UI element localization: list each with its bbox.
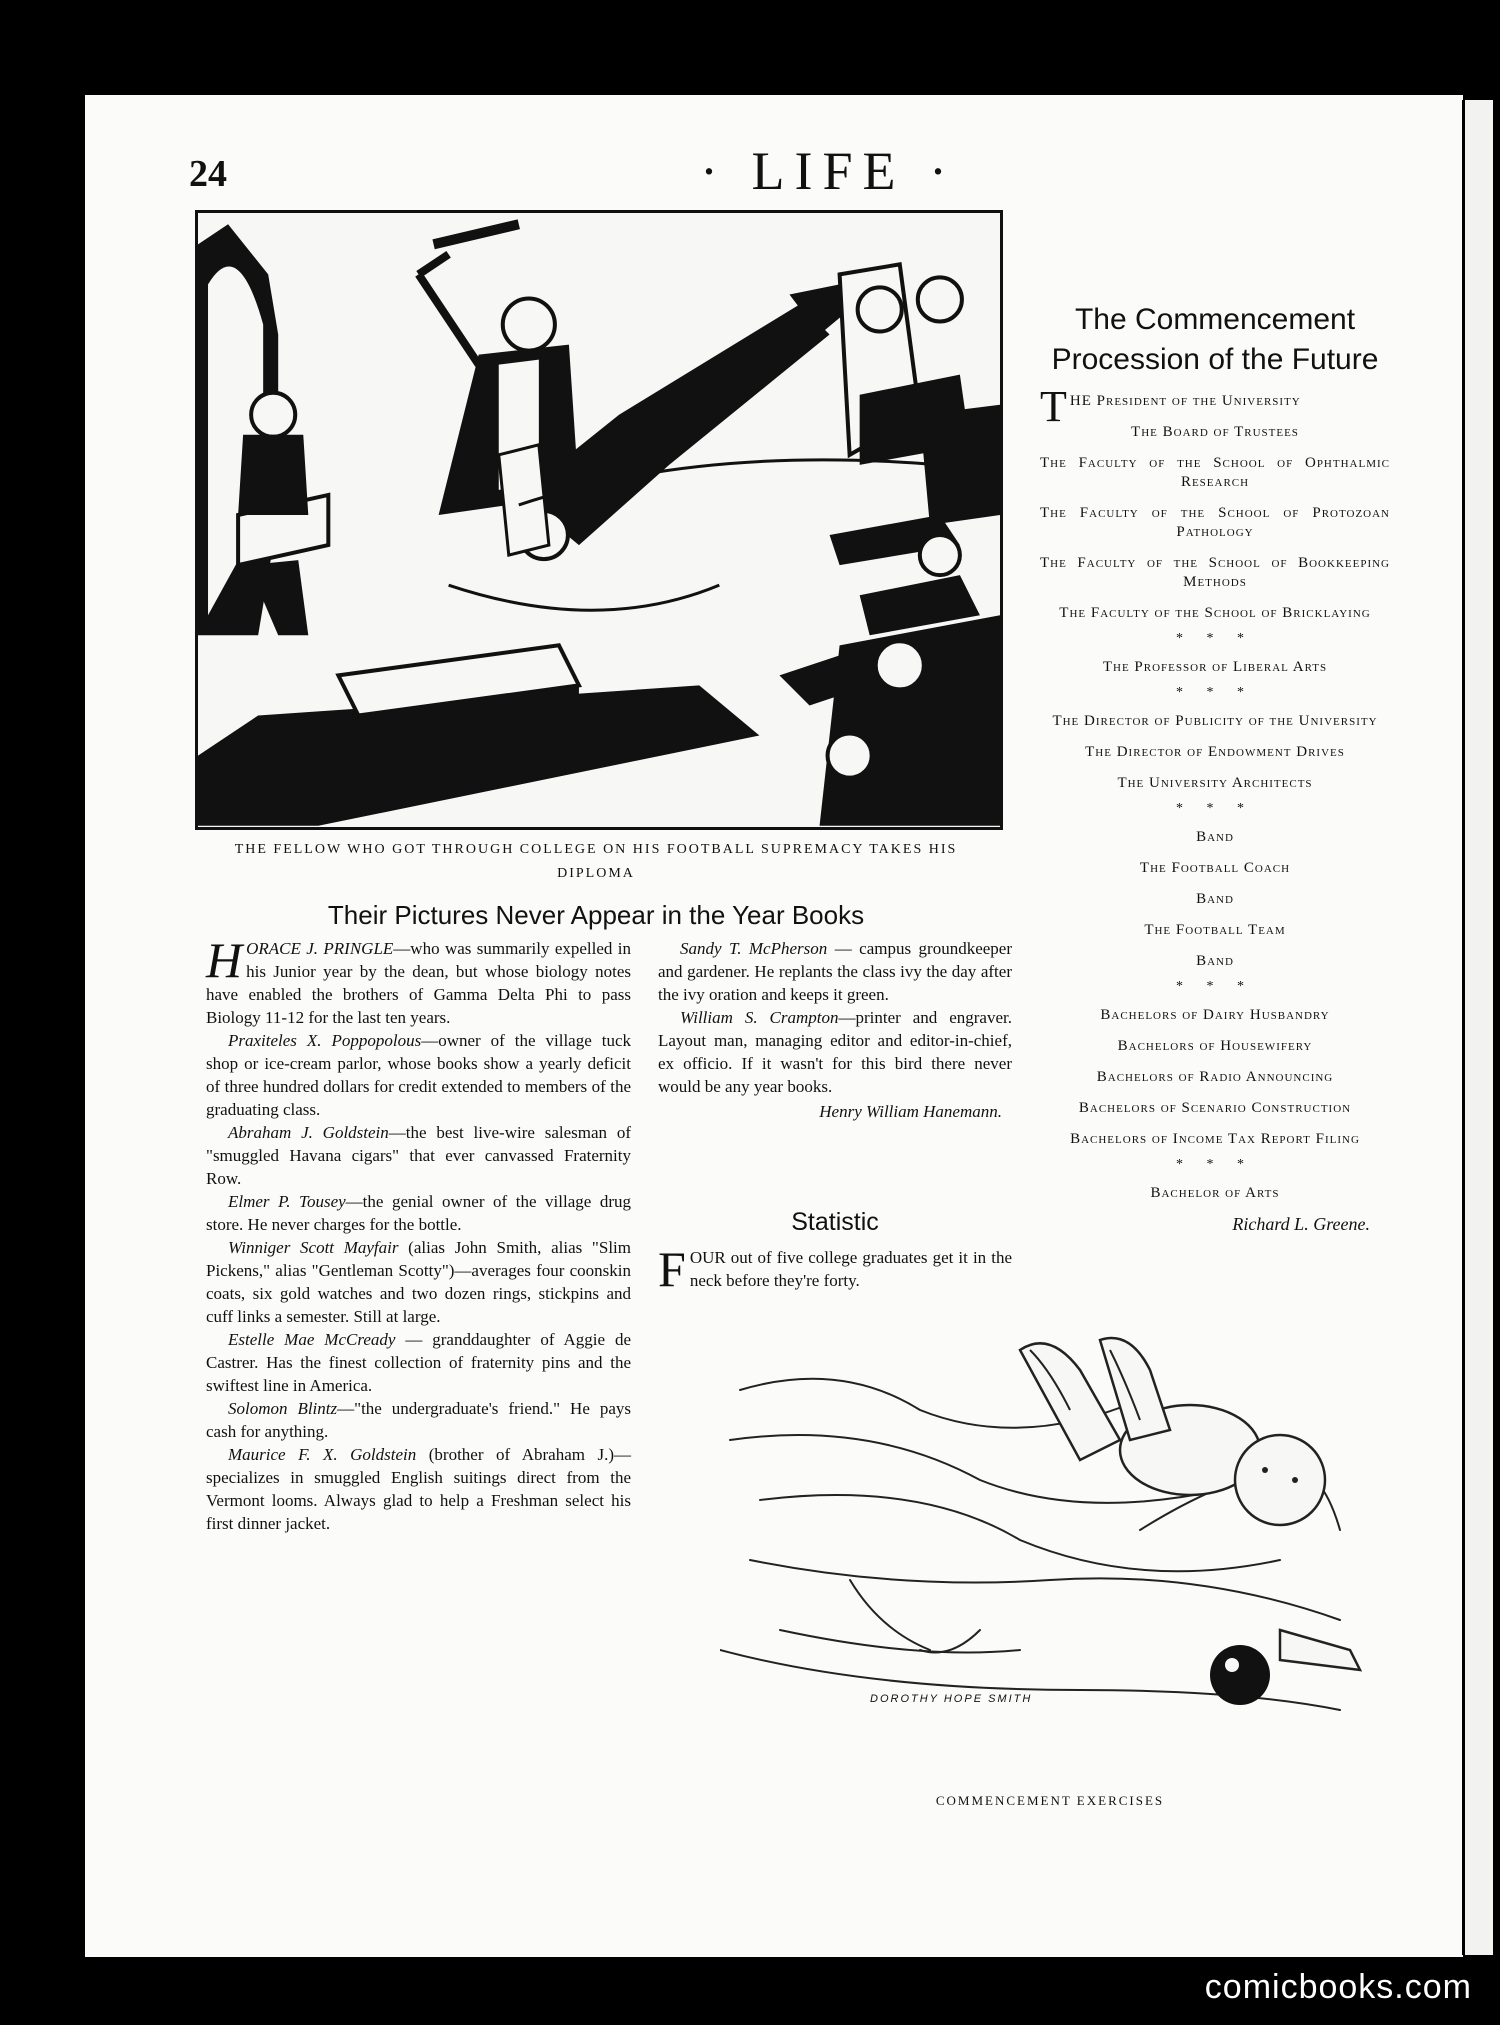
sketch-illustration-icon — [720, 1330, 1380, 1790]
entry-name: Estelle Mae McCready — [228, 1330, 396, 1349]
procession-item: The Football Coach — [1139, 860, 1291, 876]
procession-item: The Faculty of the School of Protozoan Pathology — [1040, 505, 1390, 540]
procession-item: The University Architects — [1117, 775, 1313, 791]
facing-page-edge — [1462, 100, 1493, 1955]
procession-item: The Faculty of the School of Ophthalmic Research — [1040, 455, 1390, 490]
article-entry — [206, 1397, 631, 1443]
procession-item: The Faculty of the School of Bookkeeping Methods — [1040, 555, 1390, 590]
procession-item: Bachelors of Housewifery — [1117, 1038, 1313, 1054]
statistic-body — [658, 1241, 1012, 1297]
procession-item: Bachelors of Scenario Construction — [1078, 1100, 1352, 1116]
entry-text: —the genial owner of the village drug store. He never charges for the bottle. — [206, 1192, 631, 1234]
procession-item: The Professor of Liberal Arts — [1102, 659, 1328, 675]
procession-item: The Board of Trustees — [1131, 424, 1299, 440]
entry-text: —the best live-wire salesman of "smuggled Havana cigars" that ever canvassed Fraternity Row. — [206, 1123, 631, 1188]
entry-name: William S. Crampton — [680, 1008, 839, 1027]
separator-dots: * * * — [1176, 801, 1254, 816]
entry-name: Sandy T. McPherson — [680, 939, 828, 958]
procession-item: Bachelors of Radio Announcing — [1096, 1069, 1334, 1085]
procession-item: The Faculty of the School of Bricklaying — [1059, 605, 1371, 621]
article-column-left — [206, 932, 631, 1535]
entry-name: Maurice F. X. Goldstein — [228, 1445, 417, 1464]
entry-name: ORACE J. PRINGLE — [246, 939, 394, 958]
entry-text: —"the undergraduate's friend." He pays cash for anything. — [206, 1399, 631, 1441]
procession-item: Bachelors of Income Tax Report Filing — [1070, 1131, 1360, 1147]
article-column-right — [658, 937, 1012, 1123]
bottom-illustration-caption: COMMENCEMENT EXERCISES — [935, 1793, 1165, 1808]
entry-name: Abraham J. Goldstein — [228, 1123, 389, 1142]
article-entry — [206, 932, 631, 1029]
procession-item: The Football Team — [1144, 922, 1286, 938]
separator-dots: * * * — [1176, 631, 1254, 646]
article-entry — [206, 1236, 631, 1328]
procession-title: The Commencement Procession of the Future — [1051, 303, 1379, 376]
procession-item: The Director of Endowment Drives — [1085, 744, 1345, 760]
article-signature: Henry William Hanemann. — [819, 1102, 1002, 1121]
article-entry — [206, 1190, 631, 1236]
entry-text: — granddaughter of Aggie de Castrer. Has the finest collection of fraternity pins and the swiftest line in America. — [206, 1330, 631, 1395]
separator-dots: * * * — [1176, 1157, 1254, 1172]
watermark: comicbooks.com — [1204, 1968, 1472, 2006]
statistic-text: OUR out of five college graduates get it in the neck before they're forty. — [689, 1248, 1012, 1290]
procession-list — [1040, 382, 1390, 1234]
top-illustration-caption: THE FELLOW WHO GOT THROUGH COLLEGE ON HIS FOOTBALL SUPREMACY TAKES HIS DIPLOMA — [234, 842, 958, 881]
separator-dots: * * * — [1176, 979, 1254, 994]
procession-item: Band — [1196, 953, 1234, 969]
separator-dots: * * * — [1176, 685, 1254, 700]
entry-text: —owner of the village tuck shop or ice-cream parlor, whose books show a yearly deficit of three hundred dollars for credit extended to members of the graduating class. — [206, 1031, 631, 1119]
article-entry — [206, 1029, 631, 1121]
drop-cap: T — [1040, 382, 1068, 431]
statistic-title: Statistic — [791, 1208, 879, 1236]
procession-item: THE President of the University — [1040, 382, 1301, 431]
artist-signature: DOROTHY HOPE SMITH — [870, 1693, 1033, 1705]
article-entry — [206, 1328, 631, 1397]
article-entry — [658, 1006, 1012, 1098]
entry-name: Solomon Blintz — [228, 1399, 338, 1418]
entry-name: Winniger Scott Mayfair — [228, 1238, 399, 1257]
drop-cap: H — [206, 932, 243, 988]
entry-text: —who was summarily expelled in his Junior year by the dean, but whose biology notes have enabled the brothers of Gamma Delta Phi to pass Biology 11-12 for the last ten years. — [206, 939, 631, 1027]
procession-item: Bachelors of Dairy Husbandry — [1100, 1007, 1330, 1023]
article-entry — [206, 1443, 631, 1535]
masthead: · LIFE · — [700, 141, 957, 201]
procession-item: The Director of Publicity of the University — [1052, 713, 1378, 729]
entry-text: (brother of Abraham J.)—specializes in smuggled English suitings direct from the Vermont looms. Always glad to help a Freshman select his first dinner jacket. — [206, 1445, 631, 1533]
entry-text: — campus groundkeeper and gardener. He replants the class ivy the day after the ivy oration and keeps it green. — [658, 939, 1013, 1004]
entry-text: (alias John Smith, alias "Slim Pickens," alias "Gentleman Scotty")—averages four coonskin coats, six gold watches and two dozen rings, stickpins and cuff links a semester. Still at large. — [206, 1238, 631, 1326]
procession-item: Band — [1196, 891, 1234, 907]
entry-name: Elmer P. Tousey — [228, 1192, 346, 1211]
procession-item: Band — [1196, 829, 1234, 845]
cartoon-illustration-icon — [195, 210, 1003, 830]
procession-signature: Richard L. Greene. — [1232, 1214, 1370, 1234]
article-entry — [206, 1121, 631, 1190]
entry-name: Praxiteles X. Poppopolous — [228, 1031, 422, 1050]
procession-item: Bachelor of Arts — [1150, 1185, 1280, 1201]
article-entry — [658, 937, 1012, 1006]
drop-cap: F — [658, 1241, 686, 1297]
article-title: Their Pictures Never Appear in the Year Books — [327, 900, 865, 930]
entry-text: —printer and engraver. Layout man, managing editor and editor-in-chief, ex officio. If it wasn't for this bird there never would be any year books. — [658, 1008, 1012, 1096]
page-number: 24 — [189, 153, 227, 195]
